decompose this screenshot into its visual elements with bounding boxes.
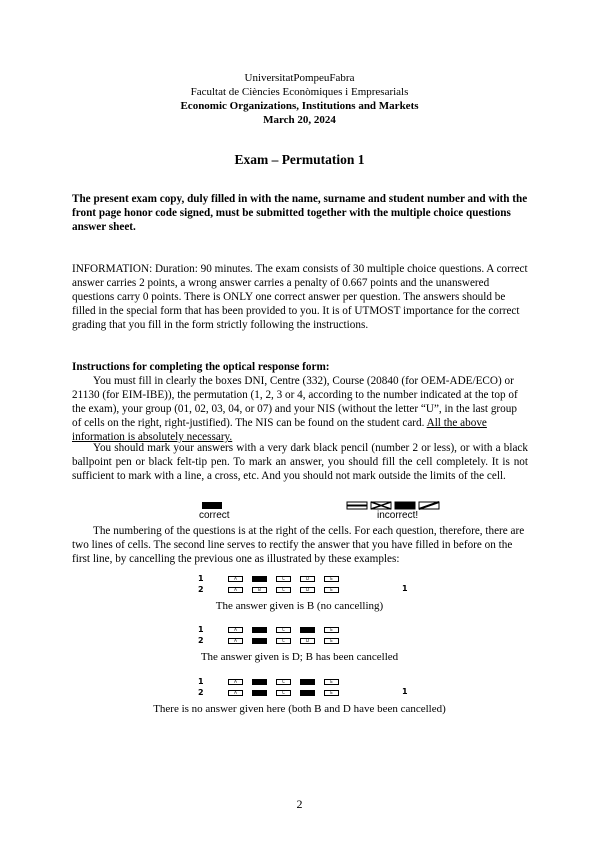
answer-cell-d: D (300, 638, 315, 644)
instructions-paragraph-3 (72, 524, 528, 566)
row-number-label: 2 (198, 585, 204, 594)
answer-cell-b (252, 690, 267, 696)
answer-cell-b (252, 627, 267, 633)
question-number: 1 (402, 584, 408, 593)
answer-cell-c: C (276, 587, 291, 593)
answer-cell-a: A (228, 690, 243, 696)
answer-cell-b (252, 679, 267, 685)
instructions-paragraph-2 (72, 441, 528, 483)
example-caption: There is no answer given here (both B and D have been cancelled) (153, 703, 446, 715)
answer-cell-d: D (300, 576, 315, 582)
instructions-p1-text: You must fill in clearly the boxes DNI, Centre (332), Course (20840 (for OEM-ADE/ECO) or 21130 (for EIM-IBE)), the permutation (1, 2, 3 or 4, according to the number indicated at the top of the exam), your group (01, 02, 03, 04, or 07) and your NIS (without the letter “U”, in the last group of cells on the right, right-justified). The NIS can be found on the student card. (72, 375, 518, 429)
example-caption: The answer given is B (no cancelling) (215, 600, 384, 612)
faculty-name: Facultat de Ciències Econòmiques i Empresarials (190, 86, 409, 98)
answer-cell-c: C (276, 576, 291, 582)
answer-cell-e: E (324, 679, 339, 685)
answer-cell-e: E (324, 690, 339, 696)
answer-cell-a: A (228, 587, 243, 593)
answer-cell-b (252, 638, 267, 644)
answer-cell-b (252, 576, 267, 582)
answer-cell-a: A (228, 679, 243, 685)
answer-cell-e: E (324, 627, 339, 633)
instructions-p2-text: You should mark your answers with a very dark black pencil (number 2 or less), or with a black ballpoint pen or black felt-tip pen. To mark an answer, you should fill the cell completely. It is not sufficient to mark with a line, a cross, etc. And you should not mark outside the limits of the cell. (72, 442, 528, 482)
answer-cell-c: C (276, 627, 291, 633)
answer-cell-d (300, 690, 315, 696)
correct-mark-icon (202, 502, 222, 509)
row-number-label: 2 (198, 636, 204, 645)
answer-cell-c: C (276, 690, 291, 696)
university-name: UniversitatPompeuFabra (244, 72, 355, 84)
answer-cell-a: A (228, 627, 243, 633)
example-caption: The answer given is D; B has been cancelled (200, 651, 399, 663)
instructions-p1-underlined: All the above information is absolutely necessary. (72, 417, 487, 443)
answer-cell-e: E (324, 587, 339, 593)
incorrect-label: incorrect! (377, 510, 419, 521)
instructions-p3-text: The numbering of the questions is at the right of the cells. For each question, therefore, there are two lines of cells. The second line serves to rectify the answer that you have filled in before on the first line, by cancelling the previous one as illustrated by these examples: (72, 525, 525, 565)
row-number-label: 1 (198, 677, 204, 686)
answer-cell-b: B (252, 587, 267, 593)
answer-cell-e: E (324, 576, 339, 582)
row-number-label: 1 (198, 625, 204, 634)
answer-cell-c: C (276, 638, 291, 644)
question-number: 1 (402, 687, 408, 696)
instructions-paragraph-1 (72, 374, 528, 444)
page-number: 2 (296, 797, 303, 811)
answer-cell-d (300, 627, 315, 633)
submission-notice: The present exam copy, duly filled in with the name, surname and student number and with the front page honor code signed, must be submitted together with the multiple choice questions answer sheet. (72, 193, 528, 233)
correct-label: correct (199, 510, 230, 521)
answer-cell-a: A (228, 576, 243, 582)
instructions-heading: Instructions for completing the optical response form: (72, 361, 330, 373)
answer-cell-d: D (300, 587, 315, 593)
answer-cell-d (300, 679, 315, 685)
row-number-label: 2 (198, 688, 204, 697)
answer-cell-a: A (228, 638, 243, 644)
exam-title: Exam – Permutation 1 (234, 152, 365, 167)
answer-cell-c: C (276, 679, 291, 685)
course-name: Economic Organizations, Institutions and Markets (180, 100, 419, 112)
exam-date: March 20, 2024 (263, 114, 336, 126)
answer-cell-e: E (324, 638, 339, 644)
row-number-label: 1 (198, 574, 204, 583)
information-paragraph: INFORMATION: Duration: 90 minutes. The exam consists of 30 multiple choice questions. A correct answer carries 2 points, a wrong answer carries a penalty of 0.667 points and the unanswered questions carry 0 points. There is ONLY one correct answer per question. The answers should be filled in the special form that has been provided to you. It is of UTMOST importance for the correct grading that you fill in the form strictly following the instructions. (72, 263, 528, 331)
